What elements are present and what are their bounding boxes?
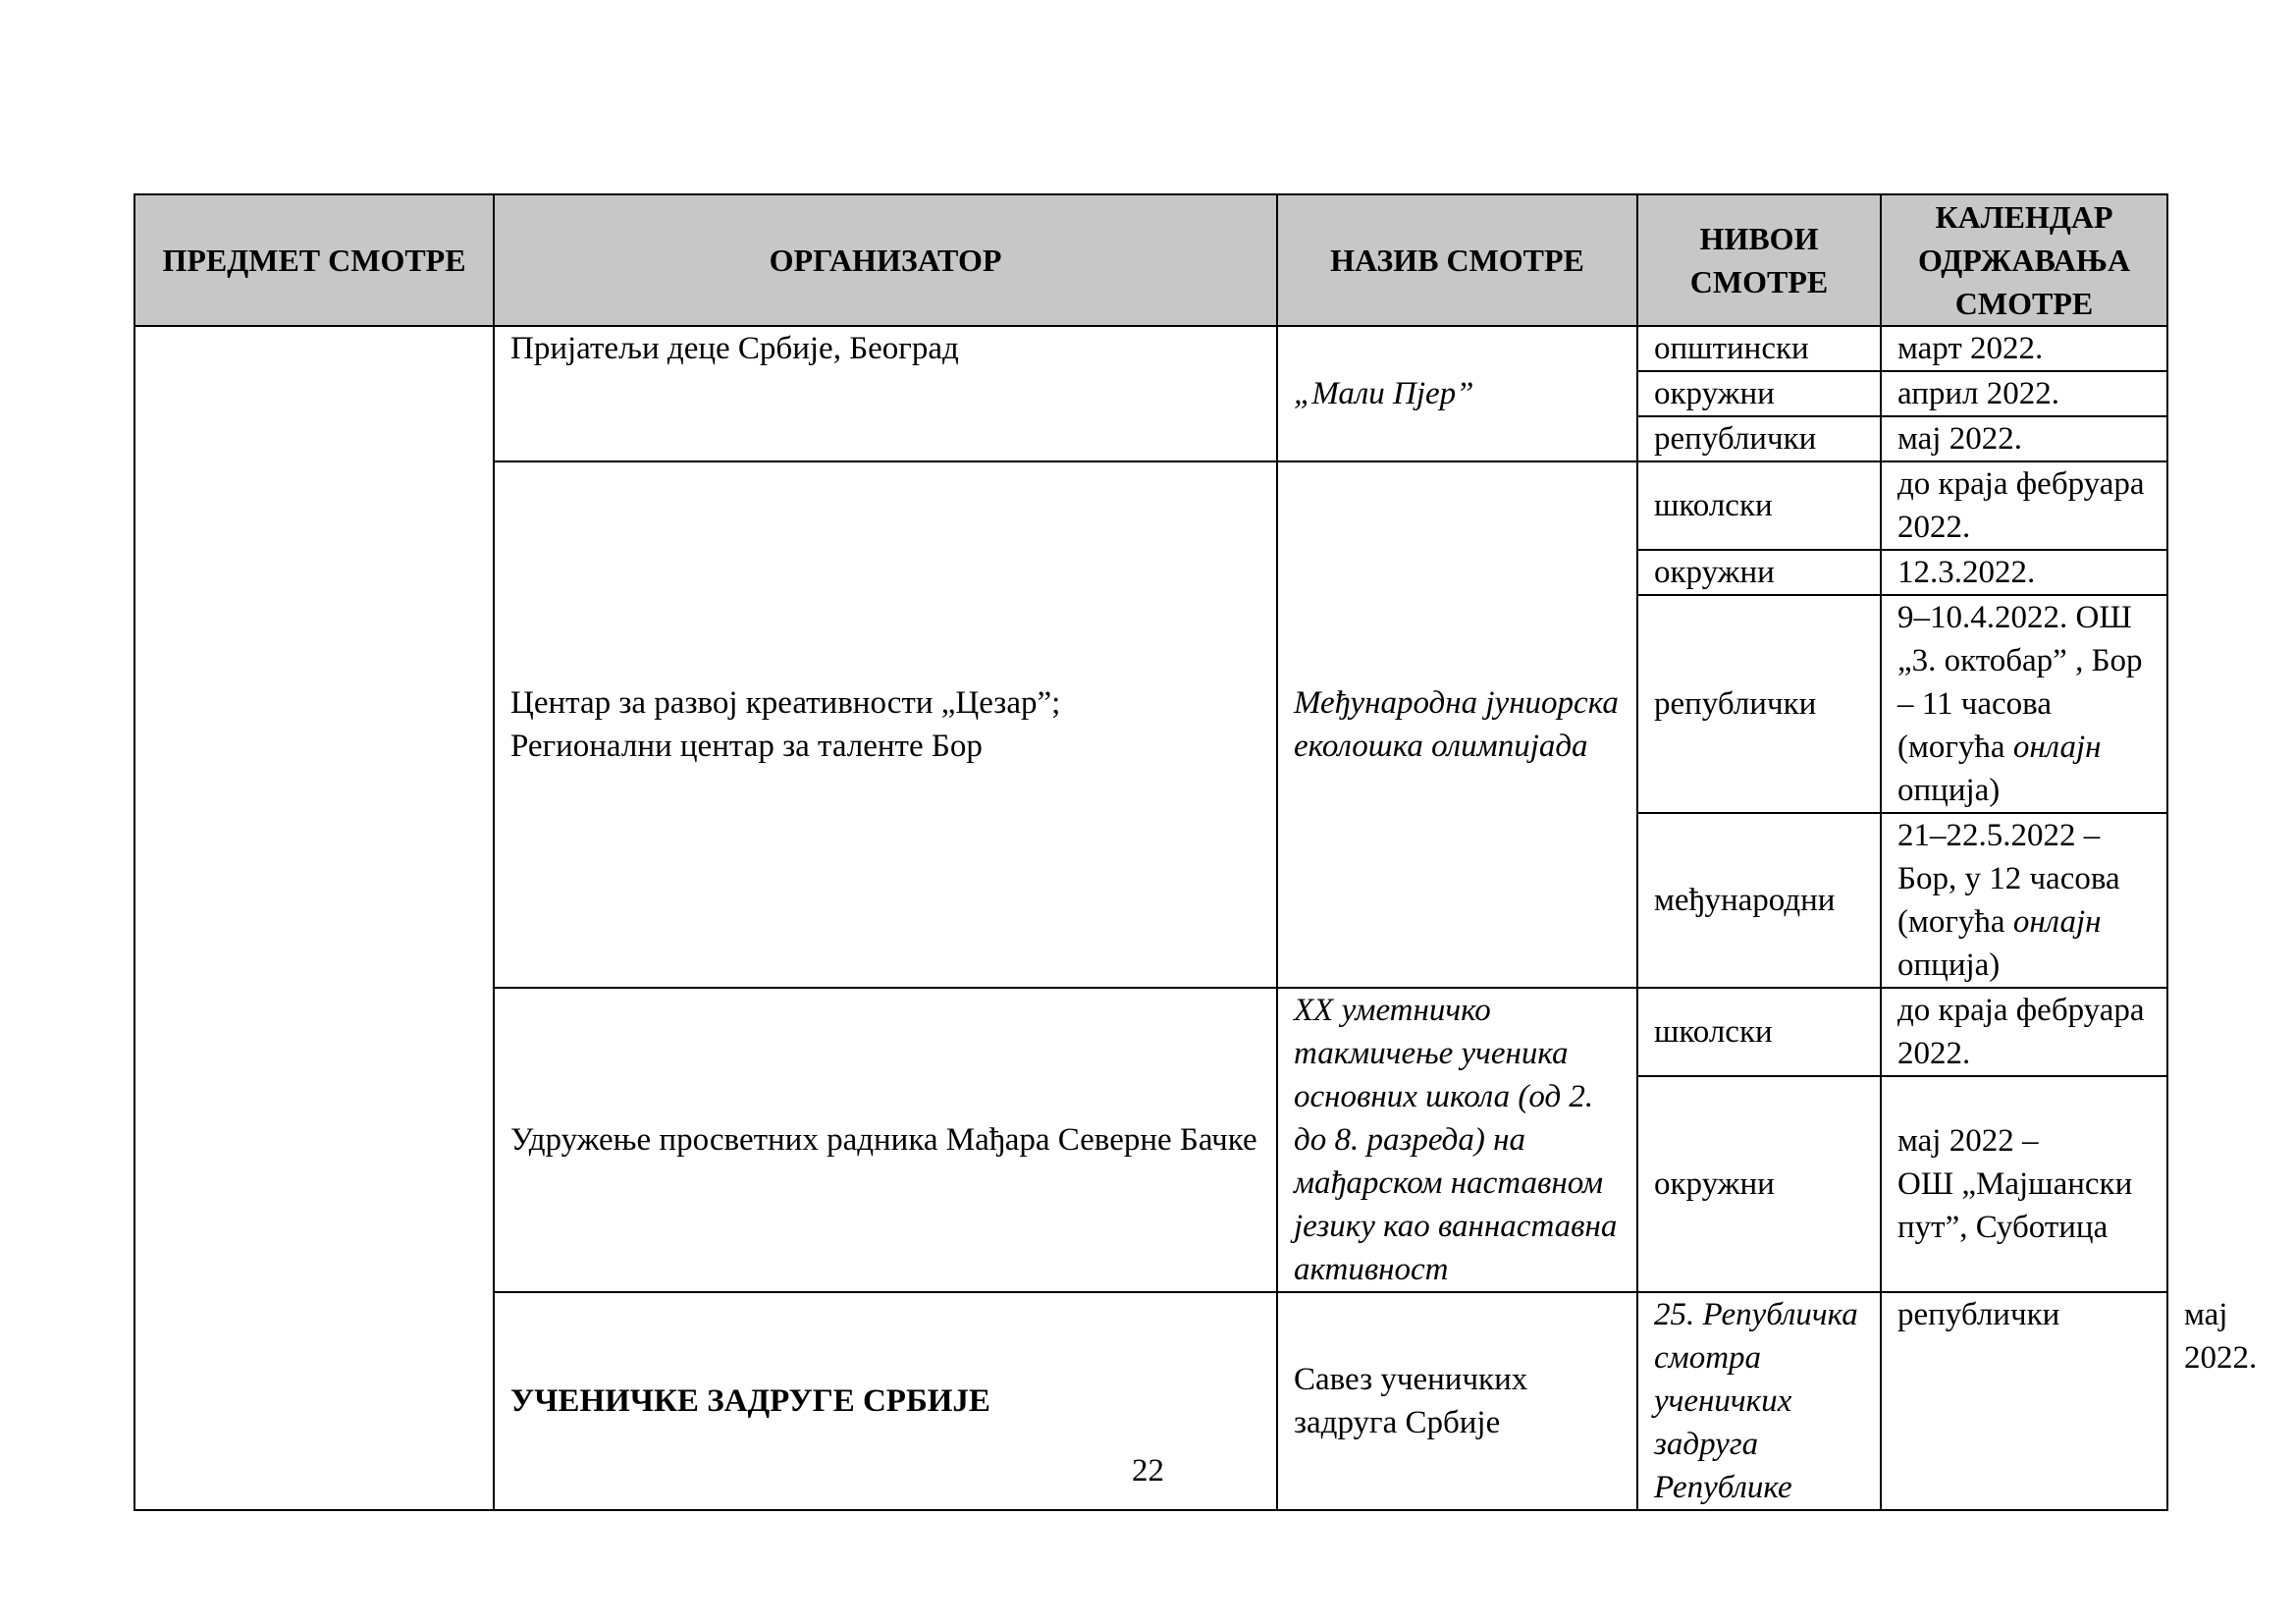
table-row xyxy=(134,326,2167,371)
table-header-row xyxy=(134,194,2167,326)
level-cell: окружни xyxy=(1637,371,1881,416)
level-cell: општински xyxy=(1637,326,1881,371)
page-number: 22 xyxy=(1132,1453,1164,1489)
date-cell: 21–22.5.2022 – Бор, у 12 часова (могућа онлајн опција) xyxy=(1881,813,2167,988)
organizer-line: Регионални центар за таленте Бор xyxy=(510,729,983,764)
level-cell: републички xyxy=(1637,595,1881,813)
level-cell: републички xyxy=(1881,1292,2167,1510)
date-cell: до краја фебруара 2022. xyxy=(1881,988,2167,1076)
subject-cell: УЧЕНИЧКЕ ЗАДРУГЕ СРБИЈЕ xyxy=(494,1292,1277,1510)
header-organizer: ОРГАНИЗАТОР xyxy=(494,194,1277,326)
level-cell: окружни xyxy=(1637,1076,1881,1292)
organizer-cell xyxy=(494,461,1277,988)
header-name: НАЗИВ СМОТРЕ xyxy=(1277,194,1637,326)
organizer-line: Центар за развој креативности „Цезар”; xyxy=(510,685,1061,721)
subject-cell-empty xyxy=(134,326,494,1510)
organizer-cell: Удружење просветних радника Мађара Северне Бачке xyxy=(494,988,1277,1292)
date-cell: март 2022. xyxy=(1881,326,2167,371)
competition-name-cell: Међународна јуниорска еколошка олимпијада xyxy=(1277,461,1637,988)
competition-name-cell: „Мали Пјер” xyxy=(1277,326,1637,461)
header-subject: ПРЕДМЕТ СМОТРЕ xyxy=(134,194,494,326)
level-cell: окружни xyxy=(1637,550,1881,595)
date-cell: мај 2022 – ОШ „Мајшански пут”, Суботица xyxy=(1881,1076,2167,1292)
level-cell: школски xyxy=(1637,988,1881,1076)
date-cell: до краја фебруара 2022. xyxy=(1881,461,2167,550)
date-cell: април 2022. xyxy=(1881,371,2167,416)
level-cell: републички xyxy=(1637,416,1881,461)
competition-name-cell: 25. Републичка смотра ученичких задруга Републике xyxy=(1637,1292,1881,1510)
date-cell: мај 2022. xyxy=(1881,416,2167,461)
header-calendar: КАЛЕНДАР ОДРЖАВАЊА СМОТРЕ xyxy=(1881,194,2167,326)
organizer-cell: Пријатељи деце Србије, Београд xyxy=(494,326,1277,461)
date-cell: 12.3.2022. xyxy=(1881,550,2167,595)
header-level: НИВОИ СМОТРЕ xyxy=(1637,194,1881,326)
organizer-cell: Савез ученичких задруга Србије xyxy=(1277,1292,1637,1510)
date-cell: 9–10.4.2022. ОШ „3. октобар” , Бор – 11 часова (могућа онлајн опција) xyxy=(1881,595,2167,813)
competition-name-cell: XX уметничко такмичење ученика основних школа (од 2. до 8. разреда) на мађарском наставном језику као ваннаставна активност xyxy=(1277,988,1637,1292)
table-row: УЧЕНИЧКЕ ЗАДРУГЕ СРБИЈЕ Савез ученичких задруга Србије 25. Републичка смотра ученичких задруга Републике републички мај 2022. xyxy=(134,1292,2167,1510)
competition-schedule-table xyxy=(133,193,2258,1511)
level-cell: међународни xyxy=(1637,813,1881,988)
level-cell: школски xyxy=(1637,461,1881,550)
